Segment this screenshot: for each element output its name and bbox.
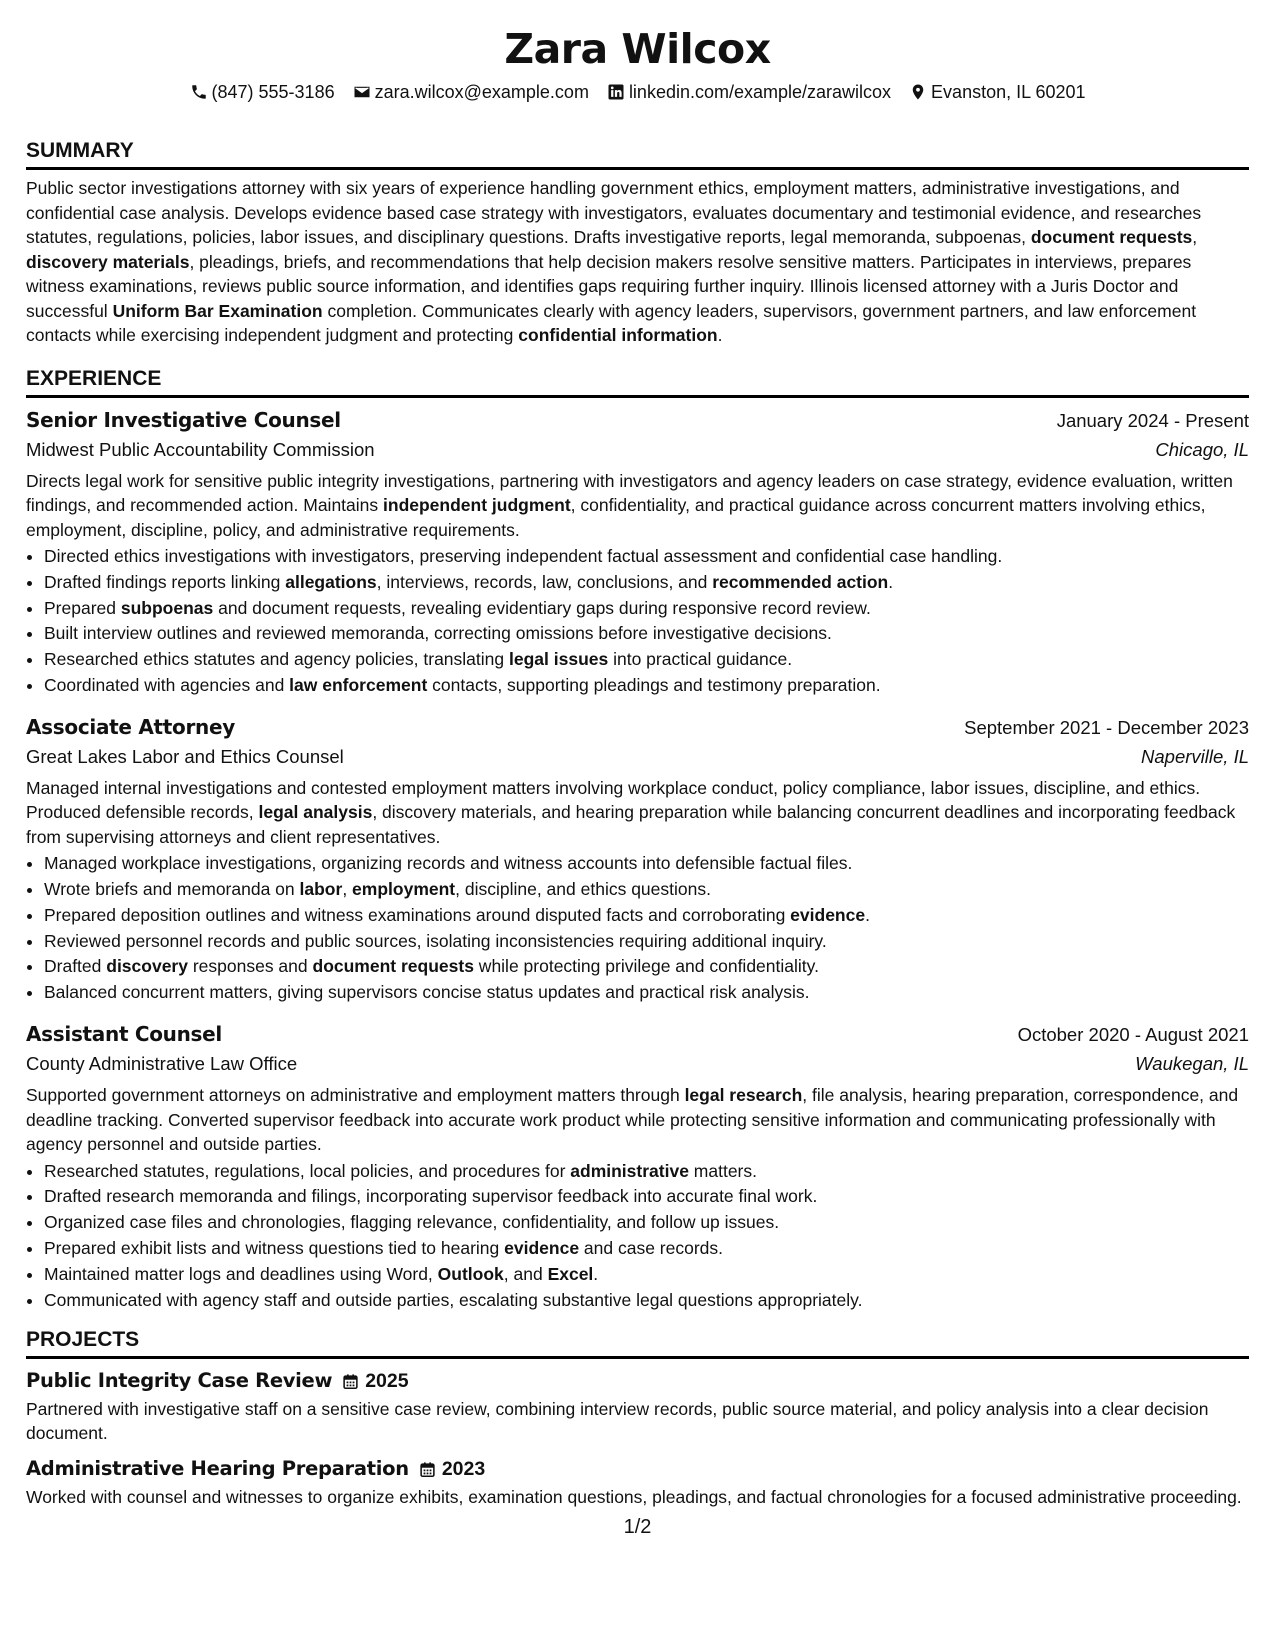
text-run: Drafted findings reports linking <box>44 571 286 592</box>
job-bullet <box>44 621 1249 647</box>
text-run: , <box>342 879 353 900</box>
projects-heading: PROJECTS <box>26 1327 1249 1359</box>
job-bullet <box>44 954 1249 980</box>
job-bullet <box>44 877 1249 903</box>
job-dates: January 2024 - Present <box>1056 409 1249 431</box>
text-run: matters. <box>688 1160 757 1181</box>
text-run: Balanced concurrent matters, giving supervisors concise status updates and practical risk analysis. <box>44 982 810 1003</box>
text-run: , discipline, and ethics questions. <box>455 879 711 900</box>
project-list <box>26 1367 1249 1509</box>
job-company-row <box>26 1049 1249 1079</box>
contact-phone <box>190 80 335 104</box>
job-description <box>26 776 1249 850</box>
text-run: , and <box>503 1263 548 1284</box>
text-run: , confidentiality, and practical guidance across concurrent matters involving ethics, employment, discipline, policy, and administrative requirements. <box>26 495 1206 540</box>
job-entry <box>26 713 1249 1006</box>
text-run: Maintained matter logs and deadlines using Word, <box>44 1263 438 1284</box>
project-header <box>26 1367 1249 1395</box>
job-header-row <box>26 1020 1249 1049</box>
job-company: Midwest Public Accountability Commission <box>26 438 375 460</box>
text-run: Prepared deposition outlines and witness examinations around disputed facts and corroborating <box>44 904 791 925</box>
job-dates: October 2020 - August 2021 <box>1017 1024 1249 1046</box>
text-run: responses and <box>187 956 313 977</box>
job-bullet <box>44 1159 1249 1185</box>
contact-bar <box>26 80 1249 104</box>
job-bullet <box>44 1210 1249 1236</box>
text-run: contacts, supporting pleadings and testimony preparation. <box>427 674 881 695</box>
job-title: Senior Investigative Counsel <box>26 407 341 432</box>
bold-text: confidential information <box>518 325 718 345</box>
job-description <box>26 469 1249 543</box>
candidate-name: Zara Wilcox <box>504 25 771 73</box>
text-run: . <box>888 571 894 592</box>
project-date <box>342 1370 408 1393</box>
job-title: Assistant Counsel <box>26 1022 222 1047</box>
bold-text: subpoenas <box>120 597 214 618</box>
bold-text: legal analysis <box>258 802 373 823</box>
bold-text: evidence <box>504 1237 580 1258</box>
job-bullet-list <box>26 1159 1249 1314</box>
bold-text: Outlook <box>437 1263 504 1284</box>
bold-text: allegations <box>285 571 377 592</box>
linkedin-icon <box>607 83 625 101</box>
bold-text: labor <box>299 879 343 900</box>
phone-number: (847) 555-3186 <box>211 82 335 102</box>
project-title: Public Integrity Case Review <box>26 1369 333 1393</box>
bold-text: discovery <box>106 956 188 977</box>
job-entry <box>26 1020 1249 1313</box>
contact-email[interactable] <box>353 80 589 104</box>
text-run: Drafted <box>44 956 107 977</box>
job-bullet-list <box>26 544 1249 699</box>
job-bullet <box>44 1236 1249 1262</box>
text-run: Drafted research memoranda and filings, incorporating supervisor feedback into accurate final work. <box>44 1186 818 1207</box>
text-run: and document requests, revealing evidentiary gaps during responsive record review. <box>213 597 871 618</box>
text-run: Wrote briefs and memoranda on <box>44 879 300 900</box>
calendar-icon <box>419 1461 436 1478</box>
project-year: 2023 <box>441 1457 486 1480</box>
job-bullet <box>44 673 1249 699</box>
text-run: Managed internal investigations and contested employment matters involving workplace conduct, policy compliance, labor issues, discipline, and ethics. Produced defensible records, <box>26 777 1201 823</box>
text-run: into practical guidance. <box>608 649 793 670</box>
job-bullet <box>44 903 1249 929</box>
summary-heading: SUMMARY <box>26 138 1249 170</box>
bold-text: discovery materials <box>26 251 190 272</box>
text-run: , <box>1192 227 1198 247</box>
contact-location <box>909 80 1085 104</box>
bold-text: Excel <box>547 1263 594 1284</box>
job-bullet <box>44 929 1249 955</box>
text-run: Directed ethics investigations with investigators, preserving independent factual assessment and confidential case handling. <box>44 546 1003 566</box>
bold-text: administrative <box>570 1160 689 1181</box>
bold-text: legal issues <box>509 649 609 670</box>
text-run: and case records. <box>579 1237 724 1258</box>
text-run: . <box>593 1263 599 1284</box>
text-run: Public sector investigations attorney with six years of experience handling government ethics, employment matters, administrative investigations, and confidential case analysis. Develops evidence based case strategy with investigators, evaluates documentary and testimonial evidence, and researches statutes, regulations, policies, labor issues, and disciplinary questions. Drafts investigative reports, legal memoranda, subpoenas, <box>26 178 1202 247</box>
job-dates: September 2021 - December 2023 <box>964 716 1249 738</box>
summary-text <box>26 176 1249 348</box>
job-header-row <box>26 713 1249 742</box>
experience-heading: EXPERIENCE <box>26 366 1249 398</box>
job-company: County Administrative Law Office <box>26 1053 298 1075</box>
text-run: Managed workplace investigations, organizing records and witness accounts into defensible factual files. <box>44 853 853 874</box>
phone-icon <box>190 83 208 101</box>
text-run: Communicated with agency staff and outside parties, escalating substantive legal questions appropriately. <box>44 1289 863 1310</box>
job-company: Great Lakes Labor and Ethics Counsel <box>26 745 344 767</box>
bold-text: legal research <box>684 1085 803 1106</box>
map-pin-icon <box>909 83 927 101</box>
location-text: Evanston, IL 60201 <box>931 82 1086 102</box>
summary-section <box>26 138 1249 348</box>
text-run: Researched ethics statutes and agency policies, translating <box>44 649 509 670</box>
project-entry <box>26 1367 1249 1445</box>
text-run: Prepared exhibit lists and witness questions tied to hearing <box>44 1237 505 1258</box>
job-bullet <box>44 647 1249 673</box>
bold-text: law enforcement <box>289 674 428 695</box>
job-bullet <box>44 544 1249 570</box>
project-entry <box>26 1455 1249 1509</box>
page-number: 1/2 <box>623 1516 652 1538</box>
job-title: Associate Attorney <box>26 714 235 739</box>
job-list <box>26 406 1249 1314</box>
text-run: Supported government attorneys on administrative and employment matters through <box>26 1085 685 1106</box>
calendar-icon <box>342 1373 359 1390</box>
project-year: 2025 <box>365 1369 409 1392</box>
job-location: Naperville, IL <box>1141 745 1249 767</box>
bold-text: document requests <box>312 956 474 977</box>
email-address: zara.wilcox@example.com <box>374 82 589 102</box>
job-bullet <box>44 1262 1249 1288</box>
projects-section <box>26 1327 1249 1509</box>
text-run: . <box>717 325 723 345</box>
linkedin-url: linkedin.com/example/zarawilcox <box>628 82 892 102</box>
job-bullet <box>44 570 1249 596</box>
job-company-row <box>26 742 1249 772</box>
text-run: Organized case files and chronologies, flagging relevance, confidentiality, and follow up issues. <box>44 1212 780 1233</box>
bold-text: Uniform Bar Examination <box>112 300 323 321</box>
job-company-row <box>26 435 1249 465</box>
experience-section <box>26 366 1249 1314</box>
bold-text: employment <box>352 879 456 900</box>
text-run: Coordinated with agencies and <box>44 674 290 695</box>
job-bullet <box>44 1288 1249 1314</box>
job-bullet <box>44 980 1249 1006</box>
text-run: , file analysis, hearing preparation, correspondence, and deadline tracking. Converted supervisor feedback into accurate work product while protecting sensitive information and communicating professionally with agency personnel and outside parties. <box>26 1085 1239 1155</box>
text-run: Built interview outlines and reviewed memoranda, correcting omissions before investigative decisions. <box>44 623 832 644</box>
job-bullet-list <box>26 851 1249 1006</box>
project-description: Worked with counsel and witnesses to organize exhibits, examination questions, pleadings, and factual chronologies for a focused administrative proceeding. <box>26 1487 1242 1508</box>
job-bullet <box>44 596 1249 622</box>
job-bullet <box>44 1184 1249 1210</box>
job-header-row <box>26 406 1249 435</box>
envelope-icon <box>353 83 371 101</box>
project-date <box>419 1458 485 1481</box>
text-run: Researched statutes, regulations, local policies, and procedures for <box>44 1160 571 1181</box>
text-run: while protecting privilege and confidentiality. <box>473 956 819 977</box>
bold-text: recommended action <box>712 571 889 592</box>
resume-page <box>26 0 1249 1509</box>
text-run: , pleadings, briefs, and recommendations that help decision makers resolve sensitive matters. Participates in interviews, prepares witness examinations, reviews public source information, and identifies gaps requiring further inquiry. Illinois licensed attorney with a Juris Doctor and successful <box>26 251 1192 321</box>
bold-text: evidence <box>790 904 866 925</box>
job-bullet <box>44 851 1249 877</box>
text-run: Prepared <box>44 597 121 618</box>
text-run: , discovery materials, and hearing preparation while balancing concurrent deadlines and incorporating feedback from supervising attorneys and client representatives. <box>26 802 1236 847</box>
text-run: Directs legal work for sensitive public integrity investigations, partnering with investigators and agency leaders on case strategy, evidence evaluation, written findings, and recommended action. Maintains <box>26 470 1233 515</box>
text-run: . <box>865 904 870 925</box>
bold-text: independent judgment <box>383 495 571 515</box>
contact-linkedin[interactable] <box>607 80 891 104</box>
text-run: Reviewed personnel records and public sources, isolating inconsistencies requiring additional inquiry. <box>44 930 827 951</box>
project-title: Administrative Hearing Preparation <box>26 1457 409 1481</box>
job-location: Waukegan, IL <box>1135 1053 1249 1075</box>
text-run: completion. Communicates clearly with agency leaders, supervisors, government partners, and law enforcement contacts while exercising independent judgment and protecting <box>26 300 1197 345</box>
project-header <box>26 1455 1249 1483</box>
text-run: , interviews, records, law, conclusions, and <box>376 571 713 592</box>
project-description: Partnered with investigative staff on a sensitive case review, combining interview records, public source material, and policy analysis into a clear decision document. <box>26 1399 1209 1444</box>
job-entry <box>26 406 1249 699</box>
job-description <box>26 1083 1249 1157</box>
bold-text: document requests <box>1030 227 1193 247</box>
job-location: Chicago, IL <box>1155 438 1249 460</box>
